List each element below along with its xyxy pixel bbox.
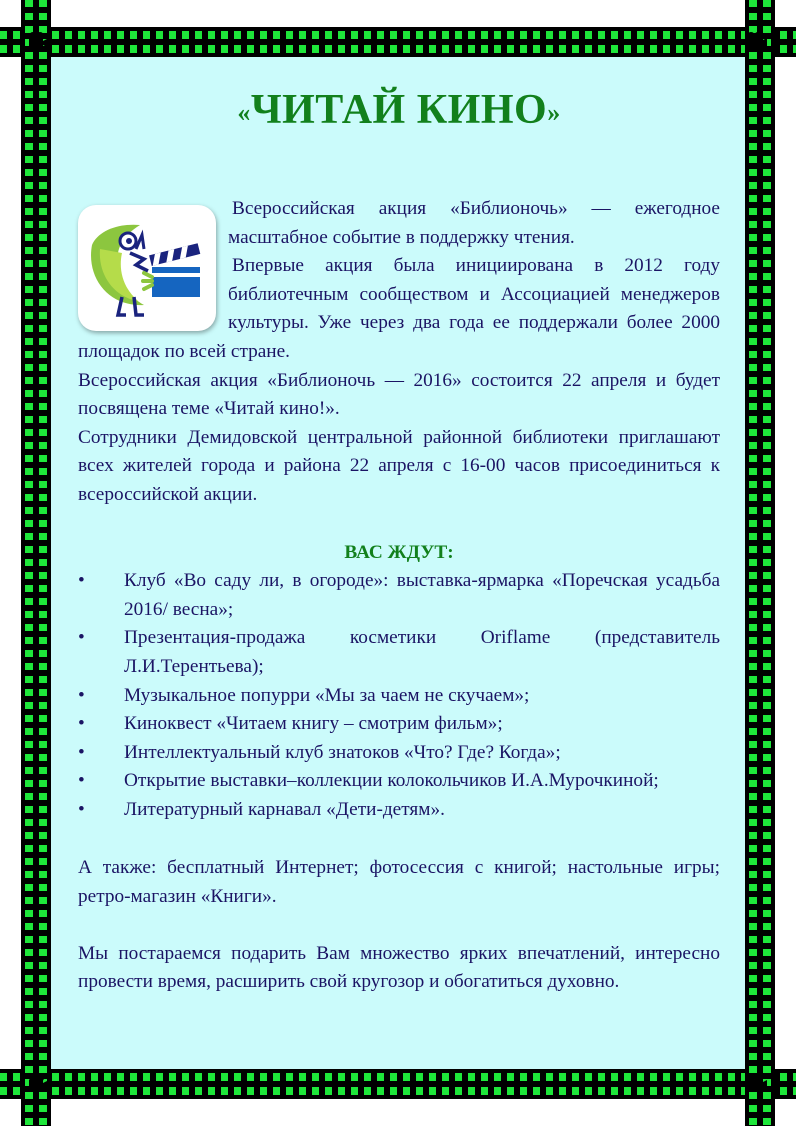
event-text: Интеллектуальный клуб знатоков «Что? Где? Когда»; [124,741,561,763]
logo-clapperboard-mascot [78,205,216,331]
title-open-quote: « [237,98,251,127]
event-text: Музыкальное попурри «Мы за чаем не скучаем»; [124,684,530,706]
bullet-icon: • [78,770,85,792]
title-text: ЧИТАЙ КИНО [250,87,548,133]
film-camera-icon [28,1073,50,1095]
closing-paragraph: Мы постараемся подарить Вам множество ярких впечатлений, интересно провести время, расширить свой кругозор и обогатиться духовно. [78,942,720,993]
film-perforations [25,0,33,1126]
events-list [78,567,720,824]
film-perforations [0,45,796,53]
film-perforations [0,1087,796,1095]
event-text: Презентация-продажа косметики Oriflame (представитель Л.И.Терентьева); [124,627,720,677]
intro-section [78,195,720,510]
clapperboard-mascot-icon [78,205,216,331]
film-perforations [0,31,796,39]
event-text: Киноквест «Читаем книгу – смотрим фильм»; [124,713,503,735]
film-perforations [749,0,757,1126]
film-strip-right [745,0,775,1126]
event-text: Открытие выставки–коллекции колокольчиков И.А.Мурочкиной; [124,770,659,792]
bullet-icon: • [78,713,85,735]
list-item [78,767,720,796]
film-strip-bottom [0,1069,796,1099]
film-perforations [0,1073,796,1081]
list-item [78,710,720,739]
list-item [78,682,720,711]
intro-paragraph: Впервые акция была инициирована в 2012 году библиотечным сообществом и Ассоциацией менеджеров культуры. Уже через два года ее поддержали более 2000 площадок по всей стране. [78,255,720,362]
intro-paragraph: Всероссийская акция «Библионочь» — ежегодное масштабное событие в поддержку чтения. [228,198,720,248]
film-strip-top [0,27,796,57]
page-title [78,82,720,141]
film-camera-icon [746,1073,768,1095]
film-camera-icon [28,31,50,53]
events-title: ВАС ЖДУТ: [344,541,454,563]
list-item [78,739,720,768]
film-strip-left [21,0,51,1126]
bullet-icon: • [78,684,85,706]
poster-content [78,60,720,997]
bullet-icon: • [78,798,85,820]
bullet-icon: • [78,741,85,763]
title-close-quote: » [547,98,561,127]
list-item [78,567,720,624]
also-paragraph: А также: бесплатный Интернет; фотосессия с книгой; настольные игры; ретро-магазин «Книги». [78,857,720,908]
event-text: Литературный карнавал «Дети-детям». [124,798,445,820]
intro-paragraph: Сотрудники Демидовской центральной районной библиотеки приглашают всех жителей города и района 22 апреля с 16-00 часов присоединиться к всероссийской акции. [78,426,720,505]
event-text: Клуб «Во саду ли, в огороде»: выставка-ярмарка «Поречская усадьба 2016/ весна»; [124,570,720,620]
film-camera-icon [746,31,768,53]
film-perforations [763,0,771,1126]
bullet-icon: • [78,570,85,592]
bullet-icon: • [78,627,85,649]
film-perforations [39,0,47,1126]
list-item [78,796,720,825]
intro-paragraph: Всероссийская акция «Библионочь — 2016» состоится 22 апреля и будет посвящена теме «Читай кино!». [78,369,720,420]
list-item [78,624,720,681]
